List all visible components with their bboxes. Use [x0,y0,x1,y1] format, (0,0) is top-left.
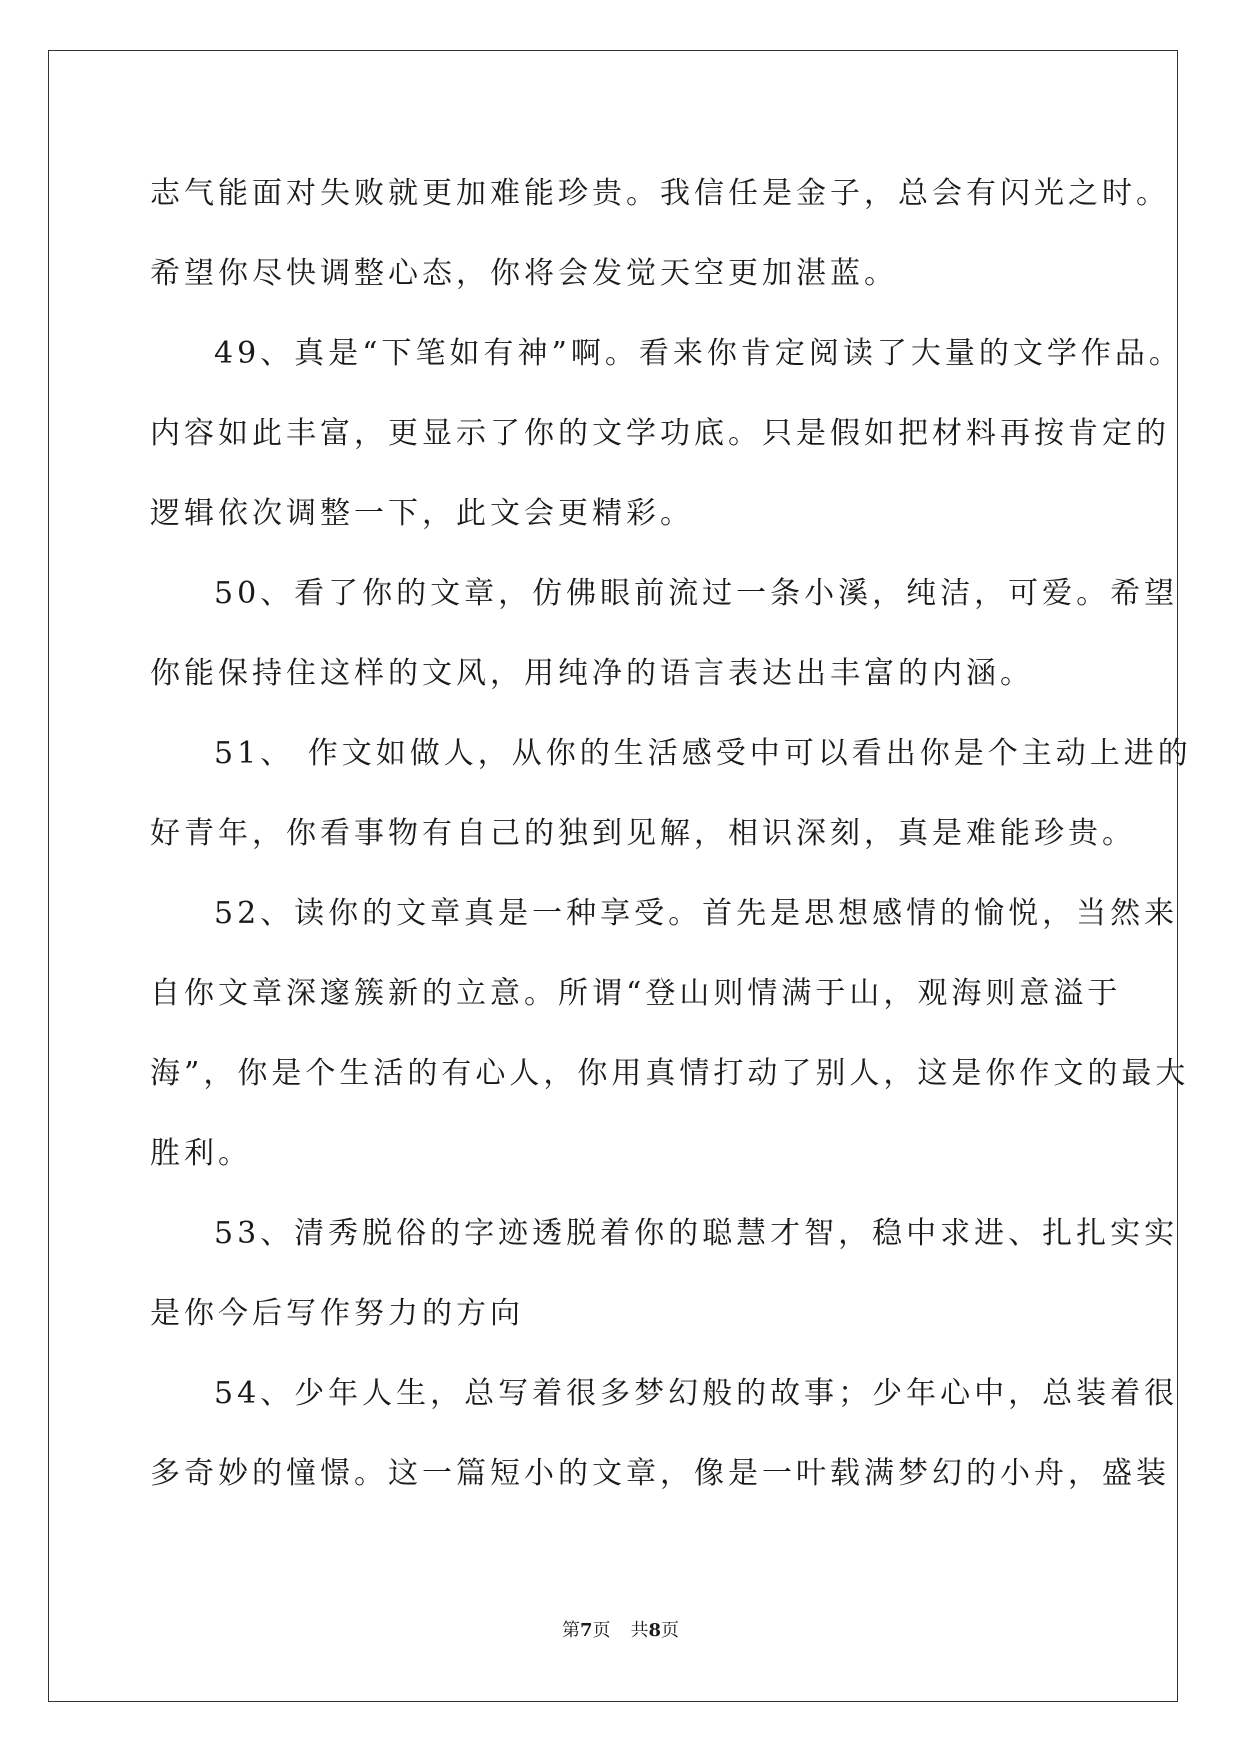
document-body [150,154,1192,1514]
text-line-6: 50、看了你的文章，仿佛眼前流过一条小溪，纯洁，可爱。希望 [214,576,1179,611]
text-line-5: 逻辑依次调整一下，此文会更精彩。 [150,496,694,531]
text-line-11: 自你文章深邃簇新的立意。所谓“登山则情满于山，观海则意溢于 [150,976,1122,1011]
text-line-2: 希望你尽快调整心态，你将会发觉天空更加湛蓝。 [150,256,898,291]
text-line-16: 54、少年人生，总写着很多梦幻般的故事；少年心中，总装着很 [214,1376,1179,1411]
text-line-15: 是你今后写作努力的方向 [150,1296,524,1331]
page-prefix: 第 [561,1620,580,1641]
text-line-14: 53、清秀脱俗的字迹透脱着你的聪慧才智，稳中求进、扎扎实实 [214,1216,1179,1251]
total-pages: 8 [648,1620,662,1641]
text-line-3: 49、真是“下笔如有神”啊。看来你肯定阅读了大量的文学作品。 [214,336,1183,371]
page-suffix: 页 [592,1620,611,1641]
text-line-1: 志气能面对失败就更加难能珍贵。我信任是金子，总会有闪光之时。 [150,176,1170,211]
text-line-7: 你能保持住这样的文风，用纯净的语言表达出丰富的内涵。 [150,656,1034,691]
text-line-17: 多奇妙的憧憬。这一篇短小的文章，像是一叶载满梦幻的小舟，盛装 [150,1456,1170,1491]
page-number: 7 [579,1620,593,1641]
text-line-13: 胜利。 [150,1136,252,1171]
text-line-12: 海”，你是个生活的有心人，你用真情打动了别人，这是你作文的最大 [150,1056,1190,1091]
text-line-8: 51、 作文如做人，从你的生活感受中可以看出你是个主动上进的 [214,736,1192,771]
text-line-9: 好青年，你看事物有自己的独到见解，相识深刻，真是难能珍贵。 [150,816,1136,851]
text-line-10: 52、读你的文章真是一种享受。首先是思想感情的愉悦，当然来 [214,896,1179,931]
text-line-4: 内容如此丰富，更显示了你的文学功底。只是假如把材料再按肯定的 [150,416,1170,451]
total-prefix: 共 [630,1620,649,1641]
page-footer [0,1616,1241,1642]
total-suffix: 页 [661,1620,680,1641]
